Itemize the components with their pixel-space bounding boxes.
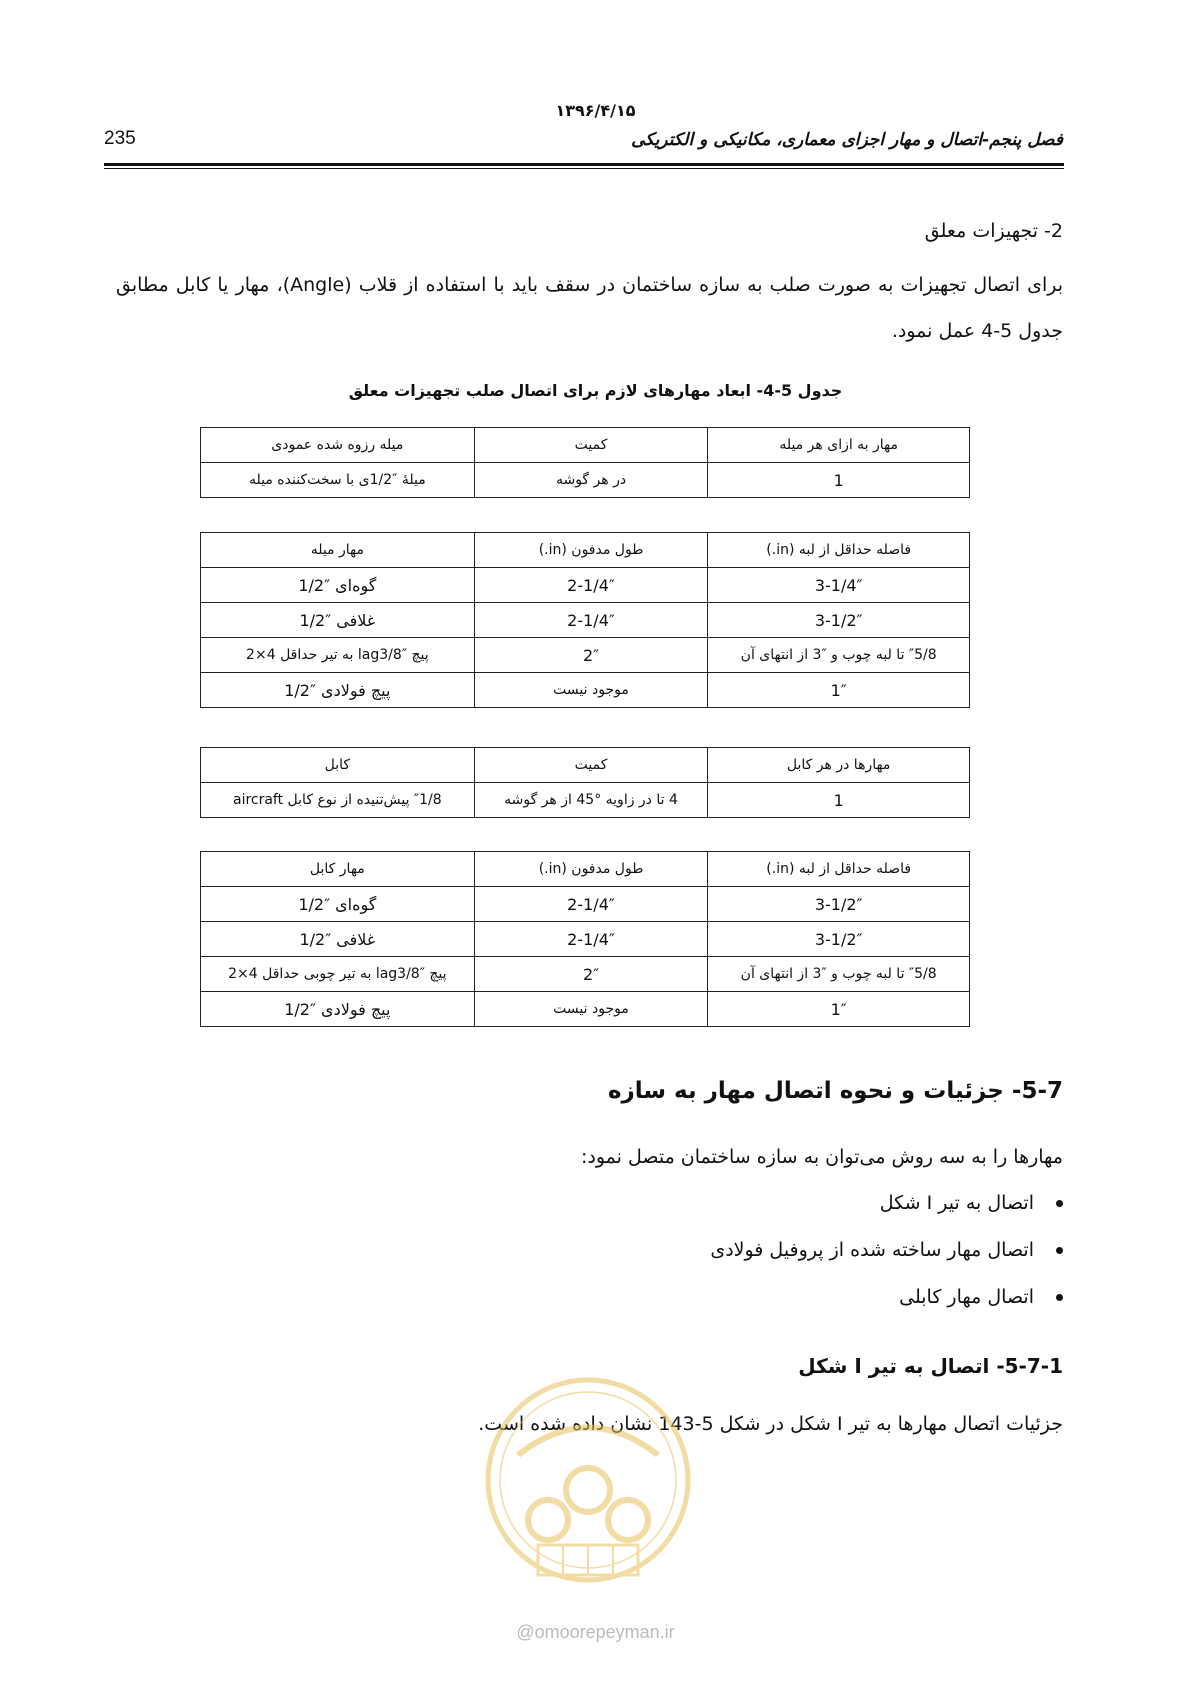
cable-table — [200, 747, 970, 818]
table-cell: در هر گوشه — [474, 463, 708, 498]
bullet-icon — [1056, 1294, 1063, 1301]
section-intro: مهارها را به سه روش می‌توان به سازه ساختمان متصل نمود: — [581, 1146, 1063, 1168]
header-date: ۱۳۹۶/۴/۱۵ — [555, 101, 636, 120]
table-row — [201, 992, 970, 1027]
table-caption: جدول 5-4- ابعاد مهارهای لازم برای اتصال صلب تجهیزات معلق — [348, 381, 843, 400]
chapter-title: فصل پنجم-اتصال و مهار اجزای معماری، مکانیکی و الکتریکی — [631, 130, 1063, 150]
list-item — [710, 1180, 1063, 1227]
table-cell: گوه‌ای ″1/2 — [201, 887, 475, 922]
cable-anchorage-table — [200, 851, 970, 1027]
table-row — [201, 638, 970, 673]
header-rule-thick — [104, 163, 1064, 166]
table-cell: پیچ فولادی ″1/2 — [201, 992, 475, 1027]
table-cell: 1 — [708, 783, 970, 818]
watermark-logo-icon — [478, 1360, 698, 1630]
table-row — [201, 463, 970, 498]
table-cell: ″5/8 تا لبه چوب و ″3 از انتهای آن — [708, 638, 970, 673]
table-cell: 3-1/4″ — [708, 568, 970, 603]
table-header-cell: طول مدفون (in.) — [474, 533, 708, 568]
table-cell: 2-1/4″ — [474, 887, 708, 922]
table-cell: گوه‌ای ″1/2 — [201, 568, 475, 603]
table-cell: 4 تا در زاویه °45 از هر گوشه — [474, 783, 708, 818]
table-header-row — [201, 533, 970, 568]
page-number: 235 — [104, 128, 136, 149]
table-cell: 3-1/2″ — [708, 922, 970, 957]
bullet-icon — [1056, 1200, 1063, 1207]
table-header-row — [201, 748, 970, 783]
table-row — [201, 603, 970, 638]
table-cell: موجود نیست — [474, 673, 708, 708]
table-cell: 1″ — [708, 992, 970, 1027]
table-header-cell: کمیت — [474, 428, 708, 463]
table-cell: 1″ — [708, 673, 970, 708]
table-cell: 2″ — [474, 957, 708, 992]
table-row — [201, 957, 970, 992]
table-header-row — [201, 428, 970, 463]
table-cell: 2″ — [474, 638, 708, 673]
table-cell: 3-1/2″ — [708, 887, 970, 922]
table-cell: 3-1/2″ — [708, 603, 970, 638]
table-header-cell: مهار به ازای هر میله — [708, 428, 970, 463]
table-cell: 2-1/4″ — [474, 603, 708, 638]
table-cell: 2-1/4″ — [474, 922, 708, 957]
bullet-list — [710, 1180, 1063, 1321]
table-header-cell: مهار کابل — [201, 852, 475, 887]
subsection-paragraph: جزئیات اتصال مهارها به تیر I شکل در شکل 5-143 نشان داده شده است. — [478, 1413, 1063, 1435]
table-row — [201, 568, 970, 603]
table-row — [201, 922, 970, 957]
table-row — [201, 783, 970, 818]
list-item — [710, 1274, 1063, 1321]
table-cell: 2-1/4″ — [474, 568, 708, 603]
table-cell: پیچ ″lag3/8 به تیر چوبی حداقل 4×2 — [201, 957, 475, 992]
section-heading: 2- تجهیزات معلق — [924, 220, 1063, 242]
list-item — [710, 1227, 1063, 1274]
table-header-cell: کابل — [201, 748, 475, 783]
table-cell: غلافی ″1/2 — [201, 603, 475, 638]
table-cell: میلهٔ ″1/2ی با سخت‌کننده میله — [201, 463, 475, 498]
table-cell: ″1/8 پیش‌تنیده از نوع کابل aircraft — [201, 783, 475, 818]
table-cell: موجود نیست — [474, 992, 708, 1027]
bullet-icon — [1056, 1247, 1063, 1254]
header-rule-thin — [104, 168, 1064, 169]
list-item-label: اتصال مهار کابلی — [899, 1286, 1034, 1308]
table-header-cell: مهار میله — [201, 533, 475, 568]
table-cell: 1 — [708, 463, 970, 498]
table-row — [201, 673, 970, 708]
table-header-cell: فاصله حداقل از لبه (in.) — [708, 852, 970, 887]
table-header-row — [201, 852, 970, 887]
watermark-text: @omoorepeyman.ir — [516, 1622, 675, 1642]
rod-anchorage-table — [200, 532, 970, 708]
subsection-heading: 5-7-1- اتصال به تیر I شکل — [798, 1354, 1063, 1378]
table-header-cell: کمیت — [474, 748, 708, 783]
table-cell: غلافی ″1/2 — [201, 922, 475, 957]
list-item-label: اتصال به تیر I شکل — [879, 1192, 1034, 1214]
section-paragraph: برای اتصال تجهیزات به صورت صلب به سازه ساختمان در سقف باید با استفاده از قلاب (Angle)، مهار یا کابل مطابق جدول 5-4 عمل نمود. — [116, 274, 1063, 342]
rod-anchor-table — [200, 427, 970, 498]
table-header-cell: مهارها در هر کابل — [708, 748, 970, 783]
table-header-cell: فاصله حداقل از لبه (in.) — [708, 533, 970, 568]
list-item-label: اتصال مهار ساخته شده از پروفیل فولادی — [710, 1239, 1034, 1261]
table-cell: پیچ ″lag3/8 به تیر حداقل 4×2 — [201, 638, 475, 673]
table-cell: ″5/8 تا لبه چوب و ″3 از انتهای آن — [708, 957, 970, 992]
section-heading: 5-7- جزئیات و نحوه اتصال مهار به سازه — [607, 1078, 1063, 1104]
table-header-cell: طول مدفون (in.) — [474, 852, 708, 887]
table-row — [201, 887, 970, 922]
table-header-cell: میله رزوه شده عمودی — [201, 428, 475, 463]
table-cell: پیچ فولادی ″1/2 — [201, 673, 475, 708]
